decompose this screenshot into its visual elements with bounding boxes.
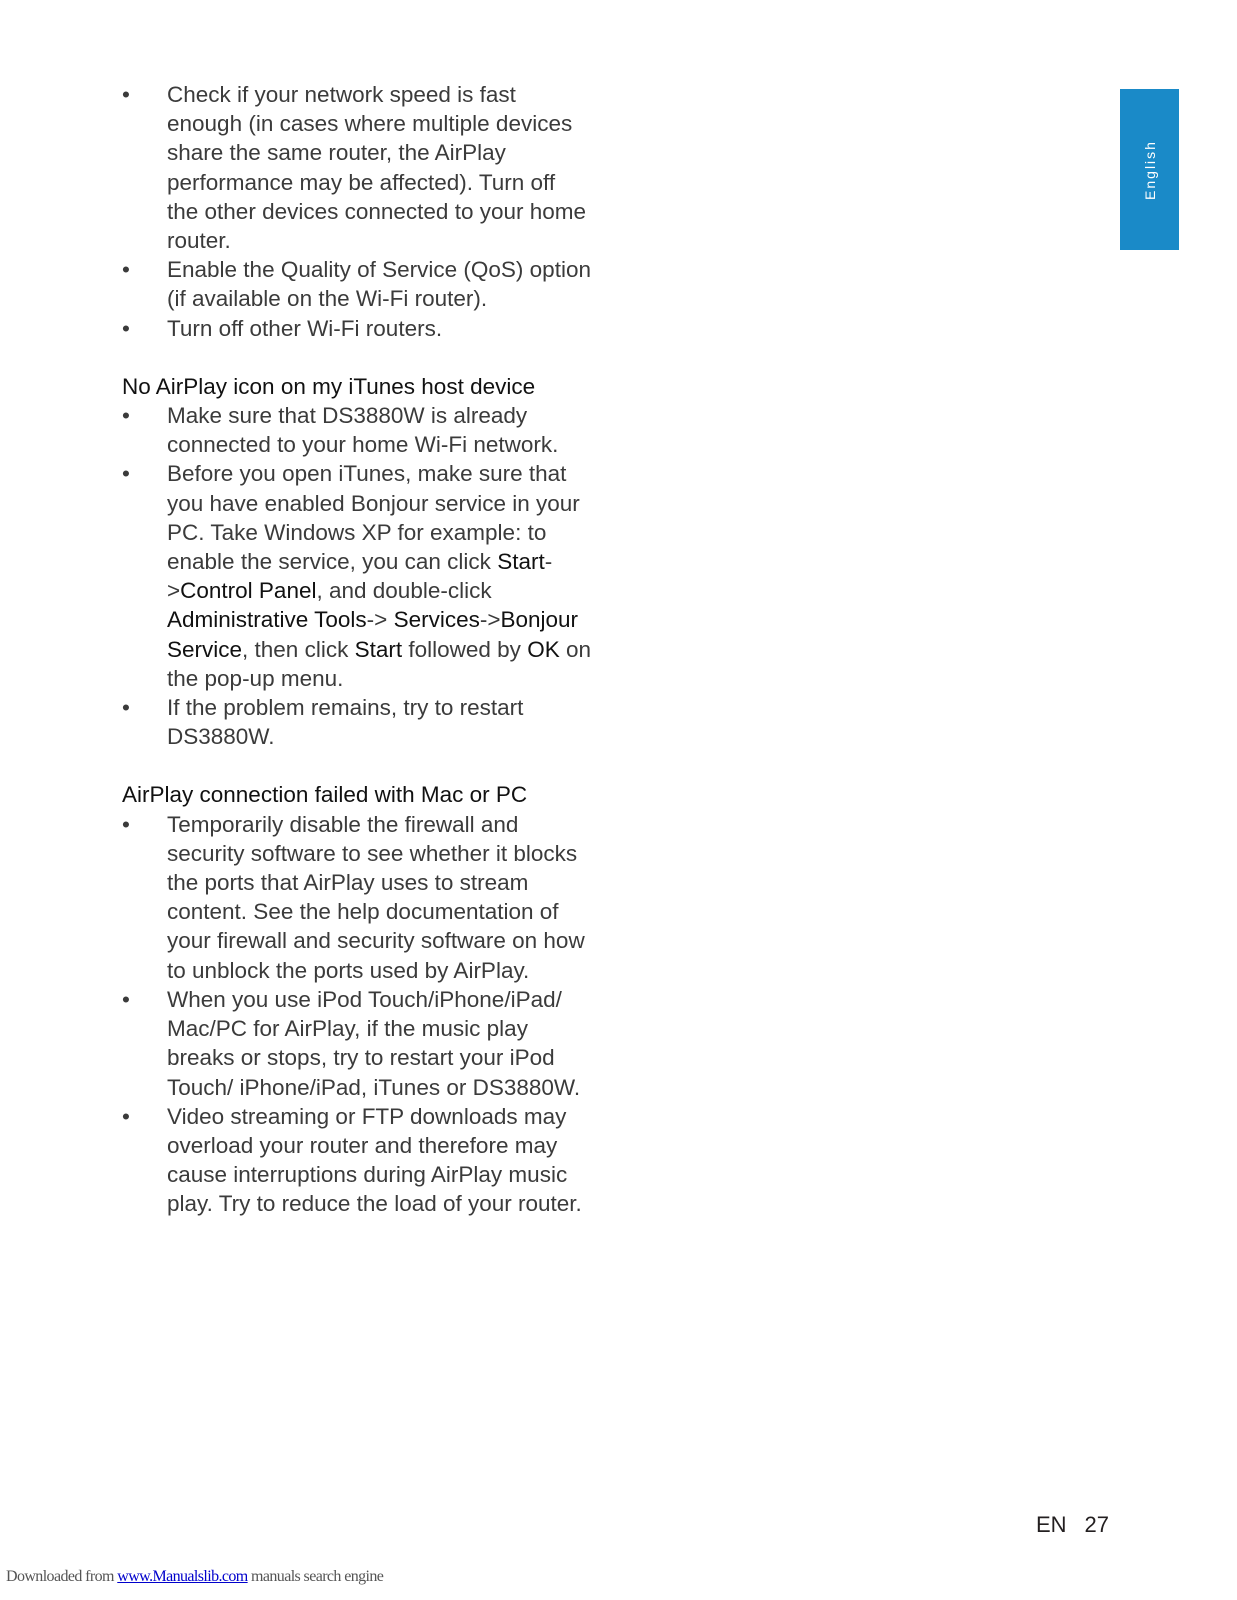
list-item — [122, 80, 592, 255]
list-item-text: Check if your network speed is fast enough (in cases where multiple devices share the same router, the AirPlay performance may be affected). Turn off the other devices connected to your home router. — [167, 82, 587, 254]
download-suffix: manuals search engine — [247, 1568, 384, 1585]
page-number: 27 — [1084, 1512, 1109, 1537]
menu-path-control-panel: Control Panel — [180, 578, 317, 604]
text-run: , and double-click — [316, 578, 492, 604]
bullet: • — [122, 461, 130, 487]
text-run: , then click — [242, 636, 355, 662]
list-item-text: Make sure that DS3880W is already connected to your home Wi-Fi network. — [167, 403, 559, 458]
list-item-text: If the problem remains, try to restart DS3880W. — [167, 695, 524, 750]
text-run: -> — [167, 549, 553, 604]
button-label-start: Start — [354, 636, 403, 662]
list-item — [122, 255, 592, 313]
bullet: • — [122, 257, 130, 283]
airplay-connection-list — [122, 810, 592, 1219]
list-item — [122, 1102, 592, 1219]
section-heading-airplay-connection-failed: AirPlay connection failed with Mac or PC — [122, 782, 528, 808]
text-run: Before you open iTunes, make sure that you have enabled Bonjour service in your PC. Take Windows XP for example: to enable the service, you can click — [167, 461, 580, 575]
no-airplay-icon-list — [122, 401, 592, 751]
bullet: • — [122, 986, 130, 1012]
list-item-text: Turn off other Wi-Fi routers. — [167, 315, 443, 341]
list-item — [122, 459, 592, 693]
text-run: -> — [479, 607, 501, 633]
list-item — [122, 401, 592, 459]
text-run: -> — [366, 607, 394, 633]
language-tab — [1120, 89, 1179, 250]
text-run: followed by — [402, 636, 528, 662]
manualslib-link[interactable]: www.Manualslib.com — [117, 1568, 248, 1585]
list-item-text: Enable the Quality of Service (QoS) option (if available on the Wi-Fi router). — [167, 257, 591, 312]
menu-path-administrative-tools: Administrative Tools — [167, 607, 367, 633]
language-code: EN — [1035, 1512, 1067, 1537]
list-item-text — [167, 461, 591, 690]
menu-path-services: Services — [393, 607, 480, 633]
page-footer — [1036, 1512, 1109, 1538]
bullet: • — [122, 403, 130, 429]
bullet: • — [122, 82, 130, 107]
network-tips-list — [122, 80, 592, 343]
list-item — [122, 810, 592, 985]
list-item — [122, 314, 592, 343]
list-item-text: Video streaming or FTP downloads may overload your router and therefore may cause interruptions during AirPlay music play. Try to reduce the load of your router. — [167, 1103, 582, 1217]
text-run: on the pop-up menu. — [167, 636, 591, 691]
troubleshooting-content — [122, 80, 592, 1219]
bullet: • — [122, 811, 130, 837]
list-item — [122, 985, 592, 1102]
list-item-text: When you use iPod Touch/iPhone/iPad/ Mac/PC for AirPlay, if the music play breaks or stops, try to restart your iPod Touch/ iPhone/iPad, iTunes or DS3880W. — [167, 986, 581, 1100]
button-label-ok: OK — [527, 636, 560, 662]
menu-path-bonjour-service: Bonjour Service — [167, 607, 579, 662]
bullet: • — [122, 315, 130, 341]
bullet: • — [122, 1103, 130, 1129]
menu-path-start: Start — [497, 549, 545, 575]
language-tab-label: English — [1141, 139, 1158, 200]
list-item — [122, 693, 592, 751]
download-source-line — [6, 1568, 383, 1586]
bullet: • — [122, 695, 130, 721]
section-heading-no-airplay-icon: No AirPlay icon on my iTunes host device — [122, 373, 536, 399]
download-prefix: Downloaded from — [6, 1568, 118, 1585]
list-item-text: Temporarily disable the firewall and security software to see whether it blocks the ports that AirPlay uses to stream content. See the help documentation of your firewall and security software on how to unblock the ports used by AirPlay. — [167, 811, 585, 983]
